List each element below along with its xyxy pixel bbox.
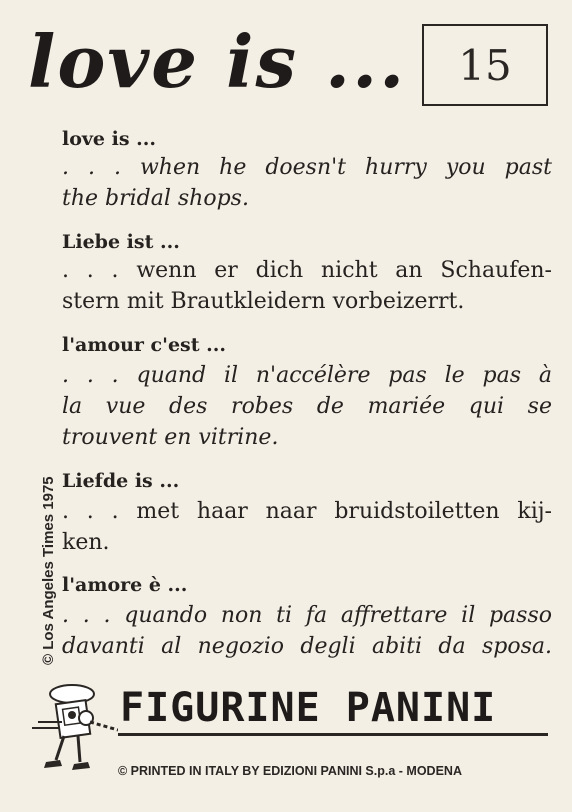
german-line-2: stern mit Brautkleidern vorbeizerrt. (62, 289, 465, 314)
english-line-1: . . . when he doesn't hurry you past (62, 155, 552, 180)
brand-underline (118, 733, 548, 736)
heading-italian: l'amore è ... (62, 574, 188, 596)
french-line-2: la vue des robes de mariée qui se (62, 394, 552, 419)
french-line-1: . . . quand il n'accélère pas le pas à (62, 363, 552, 388)
heading-german: Liebe ist ... (62, 231, 180, 253)
brand-name: FIGURINE PANINI (120, 685, 497, 731)
card-number-box (422, 24, 548, 106)
card-number: 15 (458, 40, 512, 90)
copyright-vertical: © Los Angeles Times 1975 (40, 476, 57, 665)
dutch-line-2: ken. (62, 530, 110, 555)
heading-english: love is ... (62, 128, 157, 150)
italian-line-2: davanti al negozio degli abiti da sposa. (62, 634, 552, 659)
heading-dutch: Liefde is ... (62, 470, 180, 492)
card-title: love is ... (28, 19, 407, 104)
heading-french: l'amour c'est ... (62, 334, 226, 356)
german-line-1: . . . wenn er dich nicht an Schaufen- (62, 258, 552, 283)
english-line-2: the bridal shops. (62, 186, 249, 211)
panini-mascot-icon (28, 682, 118, 777)
printed-notice: © PRINTED IN ITALY BY EDIZIONI PANINI S.p.a - MODENA (118, 764, 462, 778)
dutch-line-1: . . . met haar naar bruidstoiletten kij- (62, 499, 552, 524)
french-line-3: trouvent en vitrine. (62, 425, 279, 450)
italian-line-1: . . . quando non ti fa affrettare il passo (62, 603, 552, 628)
